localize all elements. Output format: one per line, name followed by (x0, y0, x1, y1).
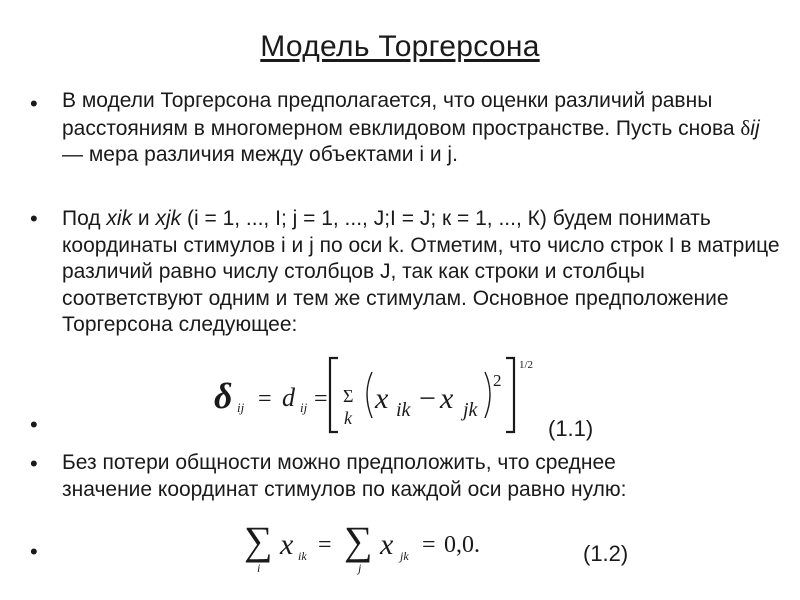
slide-title: Модель Торгерсона (260, 30, 540, 63)
left-bracket (330, 358, 338, 432)
svg-text:2: 2 (493, 371, 502, 390)
svg-text:=: = (314, 386, 328, 412)
formula-1-1 (210, 352, 560, 436)
svg-text:∑: ∑ (244, 518, 273, 563)
svg-text:ij: ij (300, 400, 308, 415)
svg-text:x: x (380, 528, 394, 561)
svg-text:j: j (358, 561, 362, 575)
svg-text:d: d (282, 383, 295, 412)
svg-text:=: = (422, 532, 436, 558)
svg-text:=: = (258, 386, 272, 412)
bullet-marker: • (30, 539, 38, 564)
svg-text:ik: ik (396, 399, 411, 421)
svg-text:∑: ∑ (344, 518, 373, 563)
equation-number-1-1: (1.1) (548, 416, 594, 441)
svg-text:x: x (280, 528, 294, 561)
right-bracket (506, 358, 514, 432)
svg-text:1/2: 1/2 (519, 359, 534, 371)
paragraph-mean-zero: Без потери общности можно предположить, что среднее значение координат стимулов по каждой оси равно нулю: (62, 451, 627, 501)
delta-symbol: δ (740, 115, 751, 140)
svg-text:ij: ij (237, 400, 245, 415)
svg-text:k: k (344, 408, 352, 428)
svg-text:0,0.: 0,0. (444, 532, 480, 558)
bullet-marker: • (30, 451, 38, 476)
bullet-marker: • (30, 91, 38, 116)
delta-symbol: δ (214, 376, 233, 416)
bullet-marker: • (30, 206, 38, 231)
svg-text:ik: ik (298, 549, 307, 563)
svg-text:x: x (375, 382, 389, 415)
svg-text:x: x (440, 382, 454, 415)
svg-text:i: i (257, 561, 261, 575)
right-paren (485, 372, 490, 418)
svg-text:jk: jk (400, 549, 409, 563)
equation-number-1-2: (1.2) (583, 541, 629, 566)
svg-text:jk: jk (463, 399, 478, 421)
paragraph-distance-definition: В модели Торгерсона предполагается, что оценки различий равны расстояниям в многомерном евклидовом пространстве. Пусть снова δij — мера различия между объектами i и j. (62, 89, 760, 166)
bullet-marker: • (30, 412, 38, 437)
svg-text:Σ: Σ (343, 386, 354, 406)
formula-1-2 (240, 510, 520, 580)
left-paren (367, 372, 372, 418)
svg-text:=: = (318, 532, 332, 558)
paragraph-coordinates: Под xik и xjk (i = 1, ..., I; j = 1, ..., J;I = J; к = 1, ..., К) будем понимать координаты стимулов i и j по оси k. Отметим, что число строк I в матрице различий равно числу столбцов J, так как строки и столбцы соответствуют одним и тем же стимулам. Основное предположение Торгерсона следующее: (62, 207, 780, 336)
svg-text:−: − (419, 382, 436, 415)
